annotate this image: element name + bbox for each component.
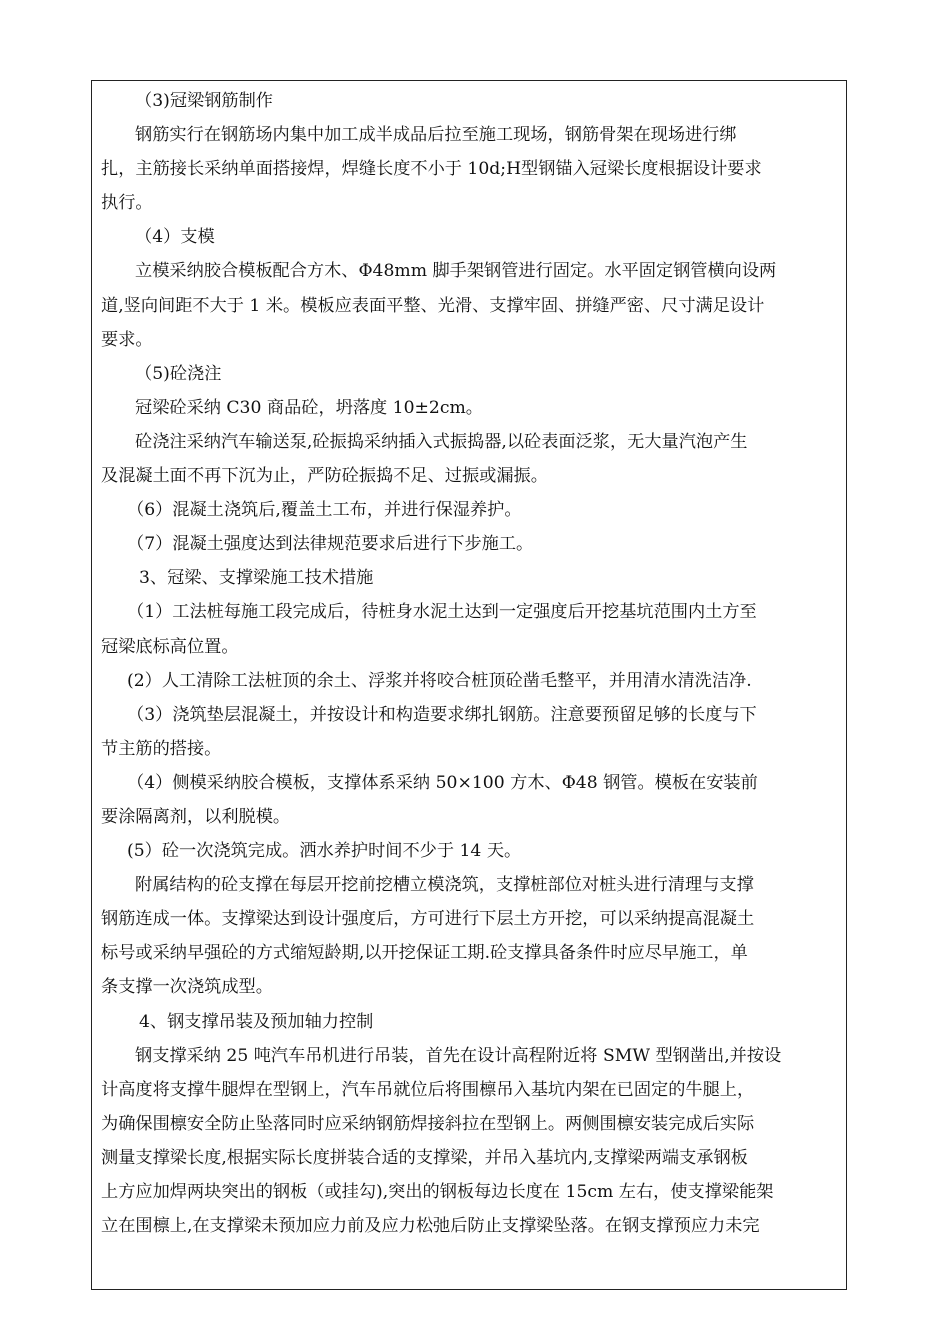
paragraph-line: 标号或采纳早强砼的方式缩短龄期,以开挖保证工期.砼支撑具备条件时应尽早施工，单 (101, 943, 748, 964)
paragraph-line: 附属结构的砼支撑在每层开挖前挖槽立模浇筑，支撑桩部位对桩头进行清理与支撑 (135, 875, 754, 896)
document-frame (91, 80, 847, 1290)
numbered-item: (2）人工清除工法桩顶的余土、浮浆并将咬合桩顶砼凿毛整平，并用清水清洗洁净. (127, 670, 752, 691)
document-body (101, 84, 839, 1243)
paragraph-line: 要求。 (101, 329, 153, 350)
paragraph-line: 砼浇注采纳汽车输送泵,砼振捣采纳插入式振捣器,以砼表面泛浆，无大量汽泡产生 (135, 431, 748, 452)
paragraph-line: 执行。 (101, 193, 153, 214)
numbered-item: (5）砼一次浇筑完成。洒水养护时间不少于 14 天。 (127, 841, 522, 862)
subheading-formwork: （4）支模 (135, 227, 215, 248)
subheading-crown-beam-rebar: （3)冠梁钢筋制作 (135, 91, 273, 111)
numbered-item: （6）混凝土浇筑后,覆盖土工布，并进行保湿养护。 (127, 500, 522, 521)
section-heading-4: 4、钢支撑吊装及预加轴力控制 (139, 1011, 374, 1032)
paragraph-line: 冠梁砼采纳 C30 商品砼，坍落度 10±2cm。 (135, 397, 483, 418)
paragraph-line: 为确保围檩安全防止坠落同时应采纳钢筋焊接斜拉在型钢上。两侧围檩安装完成后实际 (101, 1113, 755, 1134)
numbered-item: （1）工法桩每施工段完成后，待桩身水泥土达到一定强度后开挖基坑范围内土方至 (127, 602, 757, 623)
paragraph-line: 冠梁底标高位置。 (101, 636, 239, 657)
paragraph-line: 立模采纳胶合模板配合方木、Φ48mm 脚手架钢管进行固定。水平固定钢管横向设两 (135, 261, 777, 282)
paragraph-line: 计高度将支撑牛腿焊在型钢上，汽车吊就位后将围檩吊入基坑内架在已固定的牛腿上， (101, 1079, 755, 1100)
paragraph-line: 条支撑一次浇筑成型。 (101, 977, 273, 998)
paragraph-line: 扎，主筋接长采纳单面搭接焊，焊缝长度不小于 10d;H型钢锚入冠梁长度根据设计要求 (101, 159, 762, 180)
numbered-item: （4）侧模采纳胶合模板，支撑体系采纳 50×100 方木、Φ48 钢管。模板在安装前 (127, 772, 758, 793)
paragraph-line: 上方应加焊两块突出的钢板（或挂勾),突出的钢板每边长度在 15cm 左右，使支撑梁能架 (101, 1182, 774, 1202)
numbered-item: （3）浇筑垫层混凝土，并按设计和构造要求绑扎钢筋。注意要预留足够的长度与下 (127, 704, 757, 725)
paragraph-line: 要涂隔离剂，以利脱模。 (101, 806, 291, 827)
paragraph-line: 钢筋实行在钢筋场内集中加工成半成品后拉至施工现场，钢筋骨架在现场进行绑 (135, 125, 737, 146)
paragraph-line: 钢筋连成一体。支撑梁达到设计强度后，方可进行下层土方开挖，可以采纳提高混凝土 (101, 909, 755, 930)
paragraph-line: 节主筋的搭接。 (101, 738, 222, 759)
subheading-concrete-pouring: （5)砼浇注 (135, 363, 222, 384)
paragraph-line: 立在围檩上,在支撑梁未预加应力前及应力松弛后防止支撑梁坠落。在钢支撑预应力未完 (101, 1216, 760, 1237)
paragraph-line: 道,竖向间距不大于 1 米。模板应表面平整、光滑、支撑牢固、拼缝严密、尺寸满足设计 (101, 295, 765, 316)
numbered-item: （7）混凝土强度达到法律规范要求后进行下步施工。 (127, 534, 534, 555)
paragraph-line: 钢支撑采纳 25 吨汽车吊机进行吊装，首先在设计高程附近将 SMW 型钢凿出,并按设 (135, 1045, 782, 1066)
section-heading-3: 3、冠梁、支撑梁施工技术措施 (139, 568, 374, 589)
paragraph-line: 及混凝土面不再下沉为止，严防砼振捣不足、过振或漏振。 (101, 466, 548, 487)
paragraph-line: 测量支撑梁长度,根据实际长度拼装合适的支撑梁，并吊入基坑内,支撑梁两端支承钢板 (101, 1147, 748, 1168)
